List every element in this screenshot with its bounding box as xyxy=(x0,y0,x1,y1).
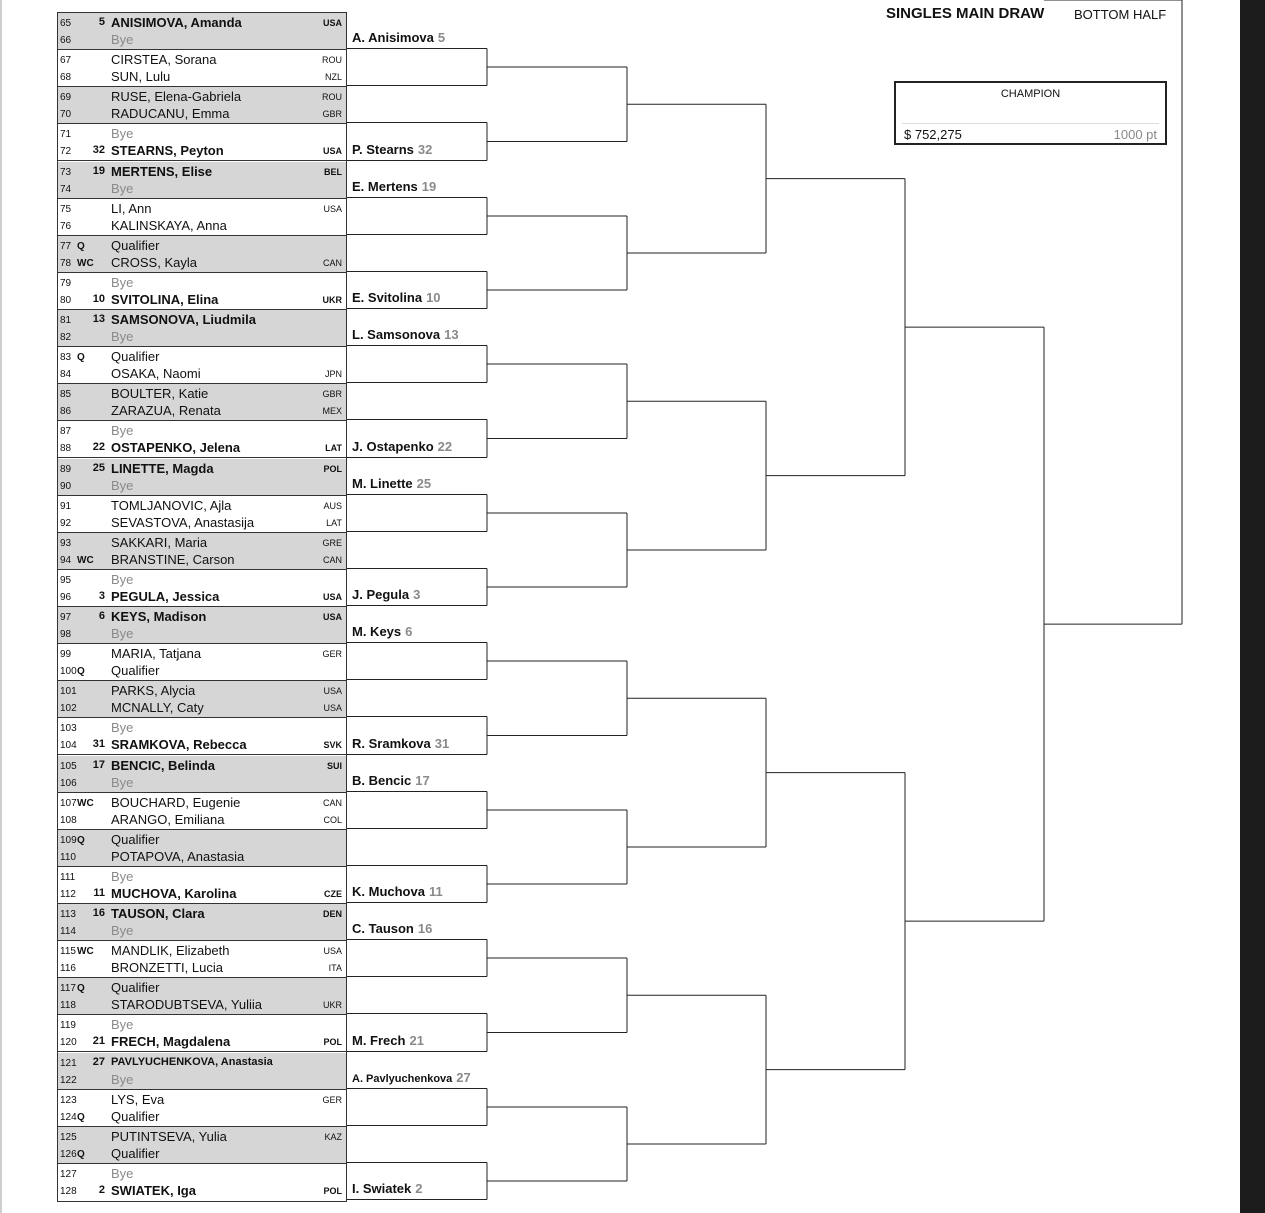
player-name: Qualifier xyxy=(111,1145,160,1161)
draw-position-number: 119 xyxy=(60,1020,76,1032)
player-name: OSTAPENKO, Jelena xyxy=(111,440,241,456)
draw-position-number: 87 xyxy=(60,426,72,438)
draw-subtitle: BOTTOM HALF xyxy=(1074,7,1167,22)
player-name: Qualifier xyxy=(111,1108,160,1124)
second-round-player-name: A. Anisimova xyxy=(352,30,434,45)
player-nationality: USA xyxy=(322,146,342,157)
player-nationality: COL xyxy=(323,814,342,825)
player-name: RUSE, Elena-Gabriela xyxy=(111,89,242,105)
second-round-player-name: B. Bencic xyxy=(352,773,412,788)
second-round-player xyxy=(352,30,445,45)
draw-position-number: 99 xyxy=(60,649,72,661)
draw-position-number: 100 xyxy=(60,666,77,678)
draw-position-number: 65 xyxy=(60,18,72,29)
entry-status-tag: Q xyxy=(77,983,85,995)
player-name: Bye xyxy=(111,626,134,641)
player-name: TAUSON, Clara xyxy=(111,906,205,921)
draw-position-number: 102 xyxy=(60,703,77,715)
draw-position-number: 85 xyxy=(60,389,72,401)
draw-position-number: 126 xyxy=(60,1148,77,1160)
draw-position-number: 83 xyxy=(60,352,72,364)
player-name: KALINSKAYA, Anna xyxy=(111,217,227,233)
player-name: Bye xyxy=(111,1071,134,1087)
second-round-player xyxy=(352,1181,422,1196)
player-name: SAKKARI, Maria xyxy=(111,534,208,550)
second-round-seed: 3 xyxy=(413,587,421,602)
second-round-player-name: E. Mertens xyxy=(352,179,418,194)
draw-position-number: 107 xyxy=(60,797,77,809)
entry-status-tag: WC xyxy=(77,797,94,809)
second-round-seed: 32 xyxy=(417,142,433,157)
player-name: MUCHOVA, Karolina xyxy=(111,885,237,901)
entry-status-tag: WC xyxy=(77,554,94,566)
second-round-player xyxy=(352,142,432,157)
player-nationality: USA xyxy=(322,591,342,602)
player-nationality: LAT xyxy=(325,443,342,454)
draw-position-number: 105 xyxy=(60,760,77,772)
draw-position-number: 79 xyxy=(60,277,72,289)
player-name: BRONZETTI, Lucia xyxy=(111,960,223,976)
player-nationality: ROU xyxy=(322,92,342,103)
entry-status-tag: Q xyxy=(77,1148,85,1160)
draw-position-number: 114 xyxy=(60,926,76,937)
player-name: Bye xyxy=(111,180,134,196)
seed-number: 19 xyxy=(92,164,105,177)
draw-position-number: 82 xyxy=(60,332,72,343)
draw-position-number: 84 xyxy=(60,369,72,381)
second-round-seed: 2 xyxy=(415,1181,423,1196)
draw-position-number: 93 xyxy=(60,537,72,549)
second-round-player-name: R. Sramkova xyxy=(352,736,431,751)
second-round-seed: 13 xyxy=(444,327,459,342)
draw-position-number: 96 xyxy=(60,591,72,603)
player-nationality: SVK xyxy=(323,740,342,751)
player-name: STEARNS, Peyton xyxy=(111,143,224,159)
player-name: Qualifier xyxy=(111,237,160,253)
player-name: Bye xyxy=(111,423,134,439)
seed-number: 5 xyxy=(98,16,105,28)
draw-position-number: 81 xyxy=(60,315,72,326)
draw-position-number: 104 xyxy=(60,740,77,752)
second-round-player-name: J. Ostapenko xyxy=(352,439,434,454)
draw-position-number: 112 xyxy=(60,888,76,900)
player-nationality: POL xyxy=(323,463,342,474)
player-name: KEYS, Madison xyxy=(111,609,207,624)
seed-number: 16 xyxy=(92,907,105,919)
player-name: STARODUBTSEVA, Yuliia xyxy=(111,997,262,1013)
draw-position-number: 67 xyxy=(60,55,72,67)
draw-position-number: 74 xyxy=(60,183,72,195)
second-round-player xyxy=(352,921,432,936)
second-round-player-name: M. Frech xyxy=(352,1033,406,1048)
second-round-player xyxy=(352,773,430,788)
player-name: PARKS, Alycia xyxy=(111,683,196,699)
player-name: Bye xyxy=(111,774,134,790)
player-name: PUTINTSEVA, Yulia xyxy=(111,1128,227,1144)
draw-position-number: 128 xyxy=(60,1185,77,1197)
player-name: SEVASTOVA, Anastasija xyxy=(111,514,255,530)
second-round-player xyxy=(352,624,412,639)
player-nationality: BEL xyxy=(324,166,342,177)
player-name: MERTENS, Elise xyxy=(111,163,213,179)
draw-position-number: 68 xyxy=(60,72,72,84)
seed-number: 17 xyxy=(92,758,105,771)
second-round-player xyxy=(352,476,431,491)
champion-points: 1000 pt xyxy=(1113,127,1157,142)
player-name: MARIA, Tatjana xyxy=(111,646,202,662)
player-name: Qualifier xyxy=(111,349,160,365)
draw-position-number: 90 xyxy=(60,480,72,492)
draw-position-number: 94 xyxy=(60,554,72,566)
player-name: BRANSTINE, Carson xyxy=(111,551,235,567)
draw-position-number: 117 xyxy=(60,983,76,995)
player-name: LINETTE, Magda xyxy=(111,460,214,476)
second-round-player xyxy=(352,736,449,751)
second-round-player xyxy=(352,587,420,602)
seed-number: 22 xyxy=(92,441,105,454)
player-nationality: GRE xyxy=(322,537,342,548)
player-nationality: UKR xyxy=(322,294,342,305)
draw-position-number: 66 xyxy=(60,35,72,46)
draw-position-number: 69 xyxy=(60,92,72,104)
draw-position-number: 122 xyxy=(60,1074,77,1086)
player-name: ANISIMOVA, Amanda xyxy=(111,15,242,30)
draw-position-number: 121 xyxy=(60,1057,77,1069)
second-round-player xyxy=(352,439,452,454)
player-nationality: USA xyxy=(322,612,342,622)
second-round-player-name: P. Stearns xyxy=(352,142,414,157)
player-name: Bye xyxy=(111,868,134,884)
seed-number: 13 xyxy=(92,313,105,325)
draw-position-number: 106 xyxy=(60,777,77,789)
player-name: Bye xyxy=(111,720,134,736)
second-round-seed: 17 xyxy=(415,773,430,788)
player-nationality: SUI xyxy=(326,760,342,771)
second-round-seed: 6 xyxy=(405,624,413,639)
player-name: RADUCANU, Emma xyxy=(111,106,230,122)
second-round-seed: 21 xyxy=(409,1033,424,1048)
seed-number: 6 xyxy=(98,610,105,622)
player-nationality: GER xyxy=(322,649,342,660)
player-nationality: NZL xyxy=(324,72,342,83)
draw-position-number: 115 xyxy=(60,946,76,958)
player-nationality: CZE xyxy=(324,888,342,899)
draw-position-number: 103 xyxy=(60,723,77,735)
second-round-player-name: L. Samsonova xyxy=(352,327,441,342)
draw-title: SINGLES MAIN DRAW xyxy=(886,5,1045,22)
draw-position-number: 113 xyxy=(60,909,76,920)
player-name: POTAPOVA, Anastasia xyxy=(111,848,245,864)
player-name: Bye xyxy=(111,274,134,290)
entry-status-tag: Q xyxy=(77,834,85,846)
entry-status-tag: WC xyxy=(77,257,94,269)
second-round-seed: 27 xyxy=(456,1070,471,1085)
player-name: Bye xyxy=(111,329,134,344)
player-name: Bye xyxy=(111,1165,134,1181)
draw-position-number: 92 xyxy=(60,517,72,529)
draw-position-number: 127 xyxy=(60,1168,77,1180)
draw-position-number: 116 xyxy=(60,963,76,975)
draw-position-number: 91 xyxy=(60,500,72,512)
second-round-player xyxy=(352,179,436,194)
player-name: LI, Ann xyxy=(111,200,152,216)
seed-number: 32 xyxy=(92,144,105,157)
player-nationality: AUS xyxy=(323,500,342,511)
champion-prize-money: $ 752,275 xyxy=(904,127,962,142)
player-nationality: MEX xyxy=(322,406,342,417)
entry-status-tag: Q xyxy=(77,352,85,364)
player-name: OSAKA, Naomi xyxy=(111,366,201,382)
draw-position-number: 88 xyxy=(60,443,72,455)
second-round-seed: 16 xyxy=(417,921,433,936)
player-nationality: USA xyxy=(323,203,342,214)
player-nationality: USA xyxy=(323,686,342,697)
draw-position-number: 76 xyxy=(60,220,72,232)
second-round-seed: 5 xyxy=(437,30,446,45)
second-round-seed: 10 xyxy=(426,290,441,305)
entry-status-tag: Q xyxy=(77,1111,85,1123)
seed-number: 21 xyxy=(92,1035,105,1048)
player-nationality: POL xyxy=(323,1037,342,1048)
player-name: CIRSTEA, Sorana xyxy=(111,52,217,68)
draw-position-number: 110 xyxy=(60,851,76,863)
player-name: Bye xyxy=(111,477,134,493)
player-name: Bye xyxy=(111,923,134,938)
draw-position-number: 101 xyxy=(60,686,77,698)
player-name: BENCIC, Belinda xyxy=(111,757,216,773)
draw-position-number: 72 xyxy=(60,146,72,158)
second-round-seed: 19 xyxy=(421,179,437,194)
player-name: PAVLYUCHENKOVA, Anastasia xyxy=(111,1055,273,1068)
draw-position-number: 111 xyxy=(60,871,76,883)
entry-status-tag: Q xyxy=(77,666,85,678)
player-name: CROSS, Kayla xyxy=(111,254,197,270)
entry-status-tag: Q xyxy=(77,240,85,252)
draw-position-number: 89 xyxy=(60,463,72,475)
player-name: Bye xyxy=(111,126,134,142)
second-round-player-name: I. Swiatek xyxy=(352,1181,412,1196)
player-nationality: CAN xyxy=(322,554,342,565)
draw-position-number: 97 xyxy=(60,612,72,623)
draw-position-number: 108 xyxy=(60,814,77,826)
draw-position-number: 73 xyxy=(60,166,72,178)
draw-position-number: 70 xyxy=(60,109,72,121)
player-nationality: USA xyxy=(322,18,342,28)
second-round-seed: 31 xyxy=(434,736,450,751)
player-name: SUN, Lulu xyxy=(111,69,171,85)
second-round-seed: 25 xyxy=(416,476,432,491)
seed-number: 2 xyxy=(98,1183,105,1196)
draw-position-number: 98 xyxy=(60,629,72,640)
second-round-player xyxy=(352,327,459,342)
player-name: MANDLIK, Elizabeth xyxy=(111,943,230,959)
player-name: Bye xyxy=(111,571,134,587)
draw-position-number: 80 xyxy=(60,294,72,306)
player-name: MCNALLY, Caty xyxy=(111,700,204,716)
draw-position-number: 75 xyxy=(60,203,72,215)
player-name: LYS, Eva xyxy=(111,1091,165,1107)
entry-status-tag: WC xyxy=(77,946,94,958)
draw-position-number: 95 xyxy=(60,574,72,586)
player-nationality: USA xyxy=(323,946,342,957)
player-name: SAMSONOVA, Liudmila xyxy=(111,312,256,327)
seed-number: 10 xyxy=(92,292,105,305)
seed-number: 25 xyxy=(92,461,105,474)
second-round-player xyxy=(352,290,441,305)
draw-position-number: 109 xyxy=(60,834,77,846)
second-round-player-name: K. Muchova xyxy=(352,884,425,899)
second-round-player-name: M. Keys xyxy=(352,624,402,639)
player-nationality: USA xyxy=(323,703,342,714)
player-nationality: UKR xyxy=(322,1000,342,1011)
second-round-player-name: E. Svitolina xyxy=(352,290,423,305)
player-nationality: GBR xyxy=(322,109,342,120)
draw-position-number: 118 xyxy=(60,1000,76,1012)
seed-number: 31 xyxy=(92,738,105,751)
draw-position-number: 120 xyxy=(60,1037,77,1049)
player-nationality: CAN xyxy=(322,797,342,808)
player-name: SWIATEK, Iga xyxy=(111,1182,196,1198)
player-nationality: JPN xyxy=(324,369,342,380)
draw-position-number: 125 xyxy=(60,1131,77,1143)
draw-position-number: 77 xyxy=(60,240,72,252)
second-round-player xyxy=(352,884,443,899)
second-round-player xyxy=(352,1070,471,1085)
second-round-player xyxy=(352,1033,424,1048)
player-nationality: GER xyxy=(322,1094,342,1105)
seed-number: 27 xyxy=(92,1055,105,1068)
second-round-player-name: C. Tauson xyxy=(352,921,414,936)
second-round-seed: 11 xyxy=(428,884,443,899)
player-name: PEGULA, Jessica xyxy=(111,588,220,604)
second-round-player-name: M. Linette xyxy=(352,476,413,491)
player-name: Qualifier xyxy=(111,663,160,679)
player-nationality: ROU xyxy=(322,55,342,66)
second-round-player-name: J. Pegula xyxy=(352,587,410,602)
player-nationality: KAZ xyxy=(324,1131,342,1142)
player-name: SVITOLINA, Elina xyxy=(111,291,219,307)
player-name: Qualifier xyxy=(111,980,160,996)
seed-number: 11 xyxy=(93,886,105,899)
draw-position-number: 124 xyxy=(60,1111,77,1123)
draw-position-number: 86 xyxy=(60,406,72,418)
draw-position-number: 78 xyxy=(60,257,72,269)
player-name: BOULTER, Katie xyxy=(111,386,209,402)
player-nationality: POL xyxy=(323,1185,342,1196)
player-name: ZARAZUA, Renata xyxy=(111,403,221,419)
player-name: TOMLJANOVIC, Ajla xyxy=(111,497,232,513)
player-nationality: LAT xyxy=(326,517,342,528)
champion-label: CHAMPION xyxy=(1000,88,1061,100)
player-name: Bye xyxy=(111,32,134,47)
second-round-seed: 22 xyxy=(437,439,453,454)
draw-position-number: 71 xyxy=(60,129,72,141)
player-name: ARANGO, Emiliana xyxy=(111,811,225,827)
second-round-player-name: A. Pavlyuchenkova xyxy=(352,1073,453,1085)
player-nationality: ITA xyxy=(328,963,342,974)
player-nationality: DEN xyxy=(322,909,342,919)
player-nationality: CAN xyxy=(322,257,342,268)
player-name: Qualifier xyxy=(111,831,160,847)
draw-position-number: 123 xyxy=(60,1094,77,1106)
player-nationality: GBR xyxy=(322,389,342,400)
seed-number: 3 xyxy=(98,589,105,602)
player-name: BOUCHARD, Eugenie xyxy=(111,794,241,810)
player-name: FRECH, Magdalena xyxy=(111,1034,231,1050)
player-name: Bye xyxy=(111,1017,134,1033)
player-name: SRAMKOVA, Rebecca xyxy=(111,737,247,753)
